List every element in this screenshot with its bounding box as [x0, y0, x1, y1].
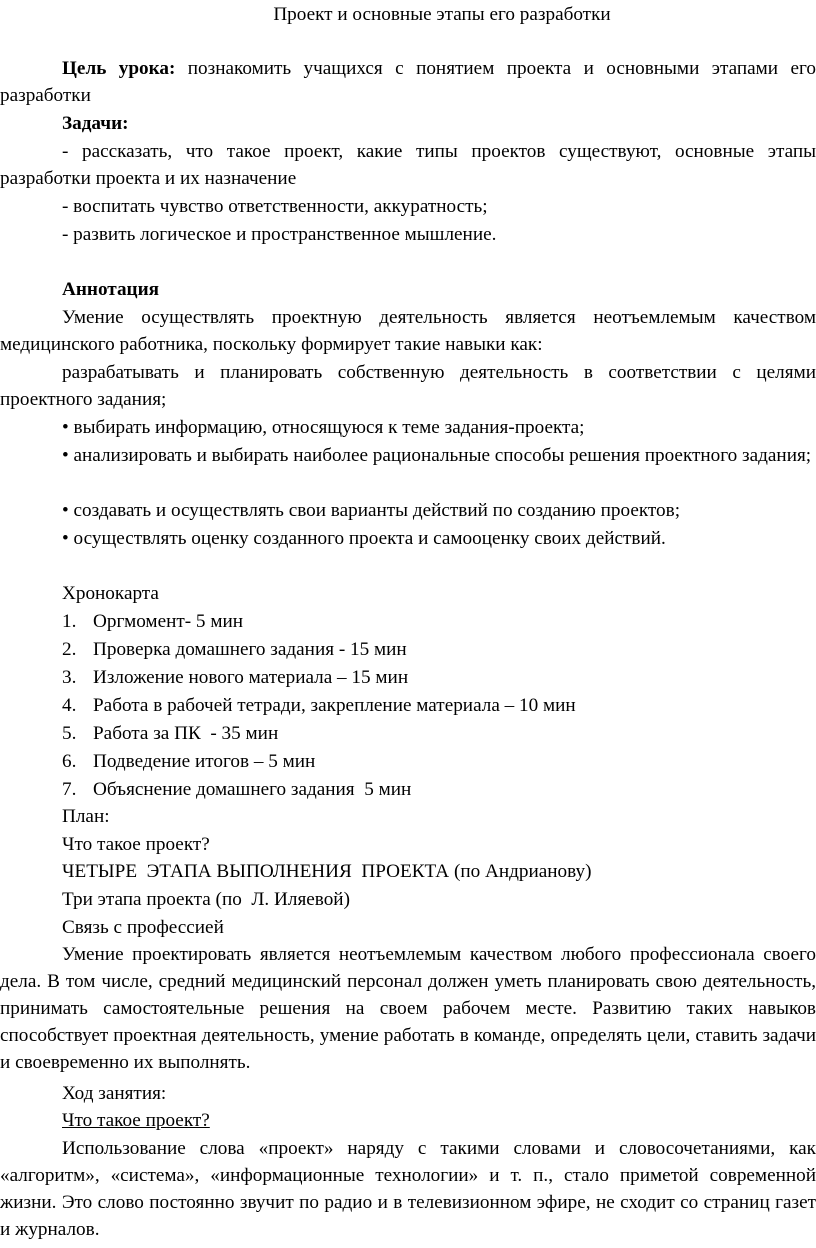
timeline-item-text: Проверка домашнего задания - 15 мин [93, 639, 407, 660]
timeline-item-text: Работа за ПК - 35 мин [93, 723, 279, 744]
lesson-subheading-text: Что такое проект? [62, 1110, 210, 1131]
goal-text: познакомить учащихся с понятием проекта и основными этапами его разработки [0, 58, 816, 106]
annotation-skill: • осуществлять оценку созданного проекта и самооценку своих действий. [62, 528, 666, 549]
task-item: - воспитать чувство ответственности, аккуратность; [62, 196, 488, 217]
goal-label: Цель урока: [62, 58, 176, 79]
task-item: - развить логическое и пространственное мышление. [62, 224, 497, 245]
annotation-intro: Умение осуществлять проектную деятельность является неотъемлемым качеством медицинского работника, поскольку формирует такие навыки как: [0, 307, 816, 355]
timeline-item-number: 2. [62, 639, 77, 660]
timeline-item-text: Объяснение домашнего задания 5 мин [93, 779, 412, 800]
timeline-item-number: 5. [62, 723, 77, 744]
plan-heading: План: [62, 806, 110, 827]
timeline-item-number: 6. [62, 751, 77, 772]
timeline-item [0, 748, 816, 775]
tasks-heading: Задачи: [62, 113, 129, 134]
timeline-item [0, 636, 816, 663]
annotation-heading: Аннотация [62, 279, 160, 300]
timeline-item-number: 1. [62, 611, 77, 632]
timeline-item [0, 664, 816, 691]
lesson-subheading [0, 1107, 816, 1134]
lesson-goal [0, 55, 816, 109]
timeline-item-number: 7. [62, 779, 77, 800]
plan-item: Три этапа проекта (по Л. Иляевой) [62, 889, 350, 910]
plan-item: Связь с профессией [62, 917, 224, 938]
document-title: Проект и основные этапы его разработки [273, 4, 611, 25]
annotation-skill: • анализировать и выбирать наиболее рациональные способы решения проектного задания; [62, 445, 812, 466]
timeline-item [0, 776, 816, 803]
timeline-heading: Хронокарта [62, 583, 159, 604]
timeline-item [0, 608, 816, 635]
timeline-item-text: Подведение итогов – 5 мин [93, 751, 316, 772]
timeline-item [0, 720, 816, 747]
timeline-item-text: Оргмомент- 5 мин [93, 611, 244, 632]
timeline-item-number: 4. [62, 695, 77, 716]
timeline-item-text: Работа в рабочей тетради, закрепление материала – 10 мин [93, 695, 576, 716]
timeline-item-text: Изложение нового материала – 15 мин [93, 667, 409, 688]
lesson-heading: Ход занятия: [62, 1083, 167, 1104]
timeline-item-number: 3. [62, 667, 77, 688]
plan-item: Что такое проект? [62, 834, 210, 855]
annotation-skill: разрабатывать и планировать собственную деятельность в соответствии с целями проектного задания; [0, 362, 816, 410]
task-item: - рассказать, что такое проект, какие типы проектов существуют, основные этапы разработки проекта и их назначение [0, 141, 816, 189]
timeline-item [0, 692, 816, 719]
annotation-skill: • создавать и осуществлять свои варианты действий по созданию проектов; [62, 500, 681, 521]
plan-item: ЧЕТЫРЕ ЭТАПА ВЫПОЛНЕНИЯ ПРОЕКТА (по Андрианову) [62, 861, 592, 882]
profession-paragraph: Умение проектировать является неотъемлемым качеством любого профессионала своего дела. В том числе, средний медицинский персонал должен уметь планировать свою деятельность, принимать самостоятельные решения на своем рабочем месте. Развитию таких навыков способствует проектная деятельность, умение работать в команде, определять цели, ставить задачи и своевременно их выполнять. [0, 944, 816, 1073]
lesson-paragraph: Использование слова «проект» наряду с такими словами и словосочетаниями, как «алгоритм», «система», «информационные технологии» и т. п., стало приметой современной жизни. Это слово постоянно звучит по радио и в телевизионном эфире, не сходит со страниц газет и журналов. [0, 1138, 816, 1240]
annotation-skill: • выбирать информацию, относящуюся к теме задания-проекта; [62, 417, 585, 438]
